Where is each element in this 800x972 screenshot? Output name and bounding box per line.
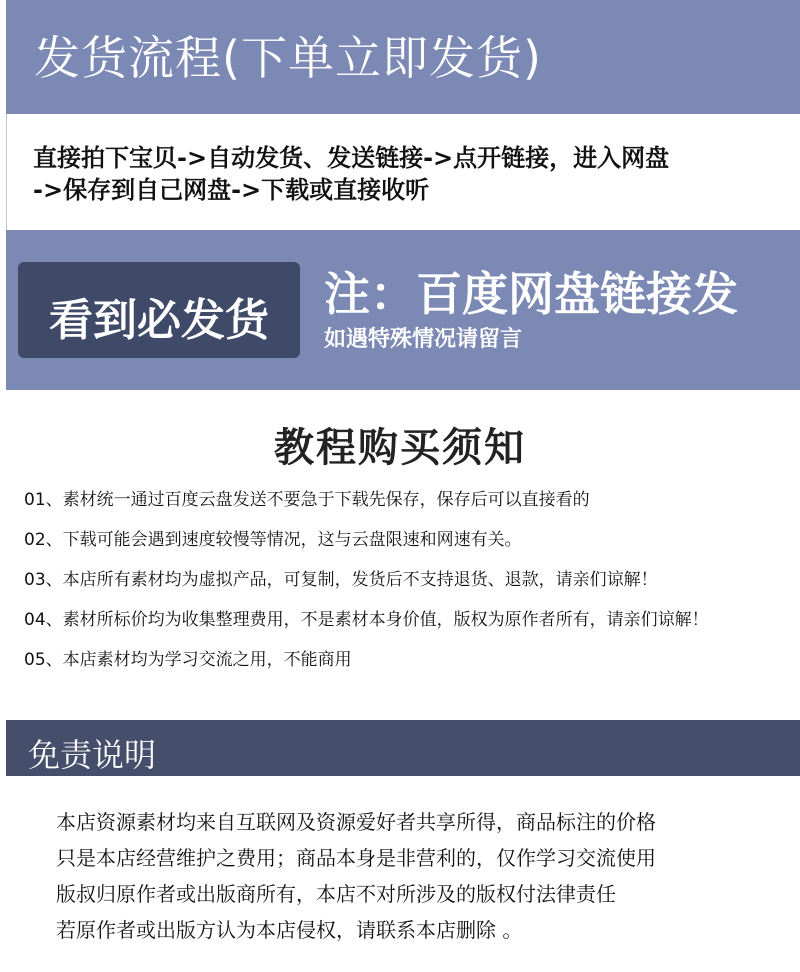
intro-text [33,142,793,206]
tutorial-title: 教程购买须知 [274,425,526,471]
notice-badge-text: 看到必发货 [49,295,269,346]
disclaimer-line: 本店资源素材均来自互联网及资源爱好者共享所得，商品标注的价格 [56,810,656,834]
intro-line: ->保存到自己网盘->下载或直接收听 [33,176,430,204]
rule-item: 02、下载可能会遇到速度较慢等情况，这与云盘限速和网速有关。 [24,530,522,550]
rule-item: 04、素材所标价均为收集整理费用，不是素材本身价值，版权为原作者所有，请亲们谅解！ [24,610,709,630]
rule-item: 05、本店素材均为学习交流之用，不能商用 [24,650,352,670]
disclaimer-line: 只是本店经营维护之费用；商品本身是非营利的，仅作学习交流使用 [56,846,656,870]
notice-band [6,230,800,390]
header-band [6,0,800,114]
notice-main-text: 注：百度网盘链接发 [324,267,738,321]
disclaimer-line: 版叔归原作者或出版商所有，本店不对所涉及的版权付法律责任 [56,882,616,906]
notice-sub-text: 如遇特殊情况请留言 [324,327,523,352]
disclaimer-title: 免责说明 [28,736,157,774]
disclaimer-line: 若原作者或出版方认为本店侵权，请联系本店删除 。 [56,918,523,942]
page-title: 发货流程(下单立即发货) [34,31,542,85]
disclaimer-bar [6,720,800,776]
notice-badge [18,262,300,358]
disclaimer-body [56,804,786,948]
rules-list [24,486,800,686]
rule-item: 03、本店所有素材均为虚拟产品，可复制，发货后不支持退货、退款，请亲们谅解！ [24,570,658,590]
intro-section [6,114,800,230]
rule-item: 01、素材统一通过百度云盘发送不要急于下载先保存，保存后可以直接看的 [24,490,590,510]
intro-line: 直接拍下宝贝->自动发货、发送链接->点开链接，进入网盘 [33,144,670,172]
